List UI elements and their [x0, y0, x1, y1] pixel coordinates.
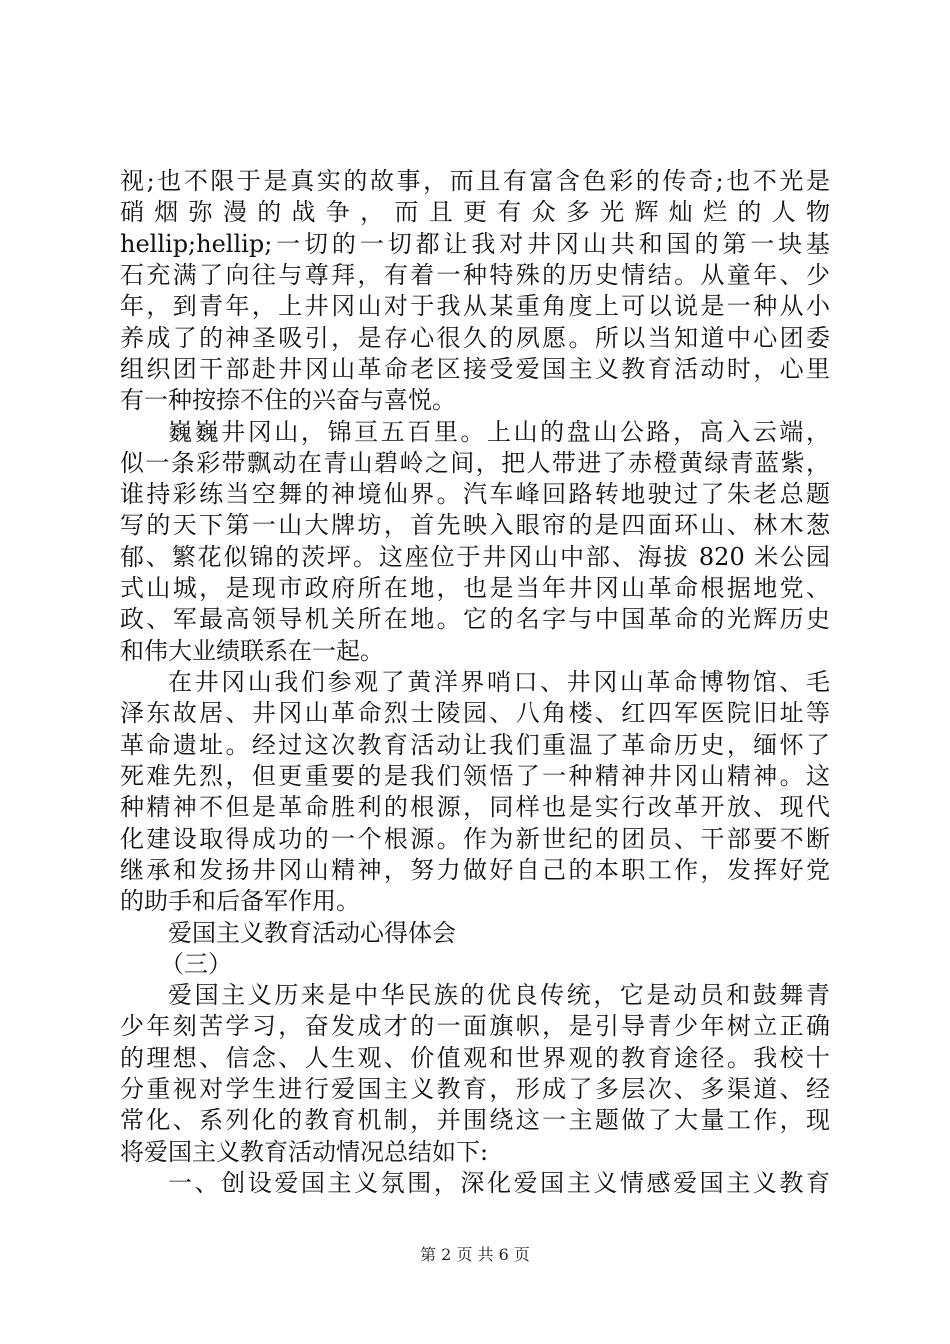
text-line: 革命遗址。经过这次教育活动让我们重温了革命历史，缅怀了	[120, 731, 830, 759]
text-line: 和伟大业绩联系在一起。	[120, 637, 384, 665]
text-line: 常化、系列化的教育机制，并围绕这一主题做了大量工作，现	[120, 1106, 830, 1134]
text-line: 化建设取得成功的一个根源。作为新世纪的团员、干部要不断	[120, 825, 830, 853]
text-line: 组织团干部赴井冈山革命老区接受爱国主义教育活动时，心里	[120, 355, 830, 383]
page-footer: 第 2 页 共 6 页	[420, 1245, 530, 1264]
text-line: 石充满了向往与尊拜，有着一种特殊的历史情结。从童年、少	[120, 261, 830, 289]
text-line: 少年刻苦学习，奋发成才的一面旗帜，是引导青少年树立正确	[120, 1012, 830, 1040]
text-line: 谁持彩练当空舞的神境仙界。汽车峰回路转地驶过了朱老总题	[120, 480, 830, 508]
text-line: 视;也不限于是真实的故事，而且有富含色彩的传奇;也不光是	[120, 167, 830, 195]
text-line: 将爱国主义教育活动情况总结如下:	[120, 1138, 489, 1166]
text-line: 的助手和后备军作用。	[120, 887, 360, 915]
paragraph-start: 爱国主义历来是中华民族的优良传统，它是动员和鼓舞青	[168, 981, 830, 1009]
text-line: 养成了的神圣吸引，是存心很久的夙愿。所以当知道中心团委	[120, 324, 830, 352]
paragraph-start: 一、创设爱国主义氛围，深化爱国主义情感爱国主义教育	[168, 1169, 830, 1197]
text-line: 有一种按捺不住的兴奋与喜悦。	[120, 386, 456, 414]
text-line: 年，到青年，上井冈山对于我从某重角度上可以说是一种从小	[120, 292, 830, 320]
text-line: 郁、繁花似锦的茨坪。这座位于井冈山中部、海拔 820 米公园	[120, 543, 830, 571]
section-heading: 爱国主义教育活动心得体会	[168, 919, 456, 947]
paragraph-start: 巍巍井冈山，锦亘五百里。上山的盘山公路，高入云端，	[168, 418, 830, 446]
text-line: 种精神不但是革命胜利的根源，同样也是实行改革开放、现代	[120, 793, 830, 821]
text-line: 写的天下第一山大牌坊，首先映入眼帘的是四面环山、林木葱	[120, 511, 830, 539]
text-line: 硝 烟 弥 漫 的 战 争 ， 而 且 更 有 众 多 光 辉 灿 烂 的 人 物	[120, 198, 830, 226]
text-line: 死难先烈，但更重要的是我们领悟了一种精神井冈山精神。这	[120, 762, 830, 790]
paragraph-start: 在井冈山我们参观了黄洋界哨口、井冈山革命博物馆、毛	[168, 668, 830, 696]
text-line: 政、军最高领导机关所在地。它的名字与中国革命的光辉历史	[120, 605, 830, 633]
section-number: （三）	[160, 950, 232, 978]
text-line: 的理想、信念、人生观、价值观和世界观的教育途径。我校十	[120, 1044, 830, 1072]
text-line: 泽东故居、井冈山革命烈士陵园、八角楼、红四军医院旧址等	[120, 699, 830, 727]
text-line: 式山城，是现市政府所在地，也是当年井冈山革命根据地党、	[120, 574, 830, 602]
text-line: 似一条彩带飘动在青山碧岭之间，把人带进了赤橙黄绿青蓝紫，	[120, 449, 830, 477]
text-line: 分重视对学生进行爱国主义教育，形成了多层次、多渠道、经	[120, 1075, 830, 1103]
text-line: 继承和发扬井冈山精神，努力做好自己的本职工作，发挥好党	[120, 856, 830, 884]
text-line: hellip;hellip;一切的一切都让我对井冈山共和国的第一块基	[120, 230, 830, 258]
